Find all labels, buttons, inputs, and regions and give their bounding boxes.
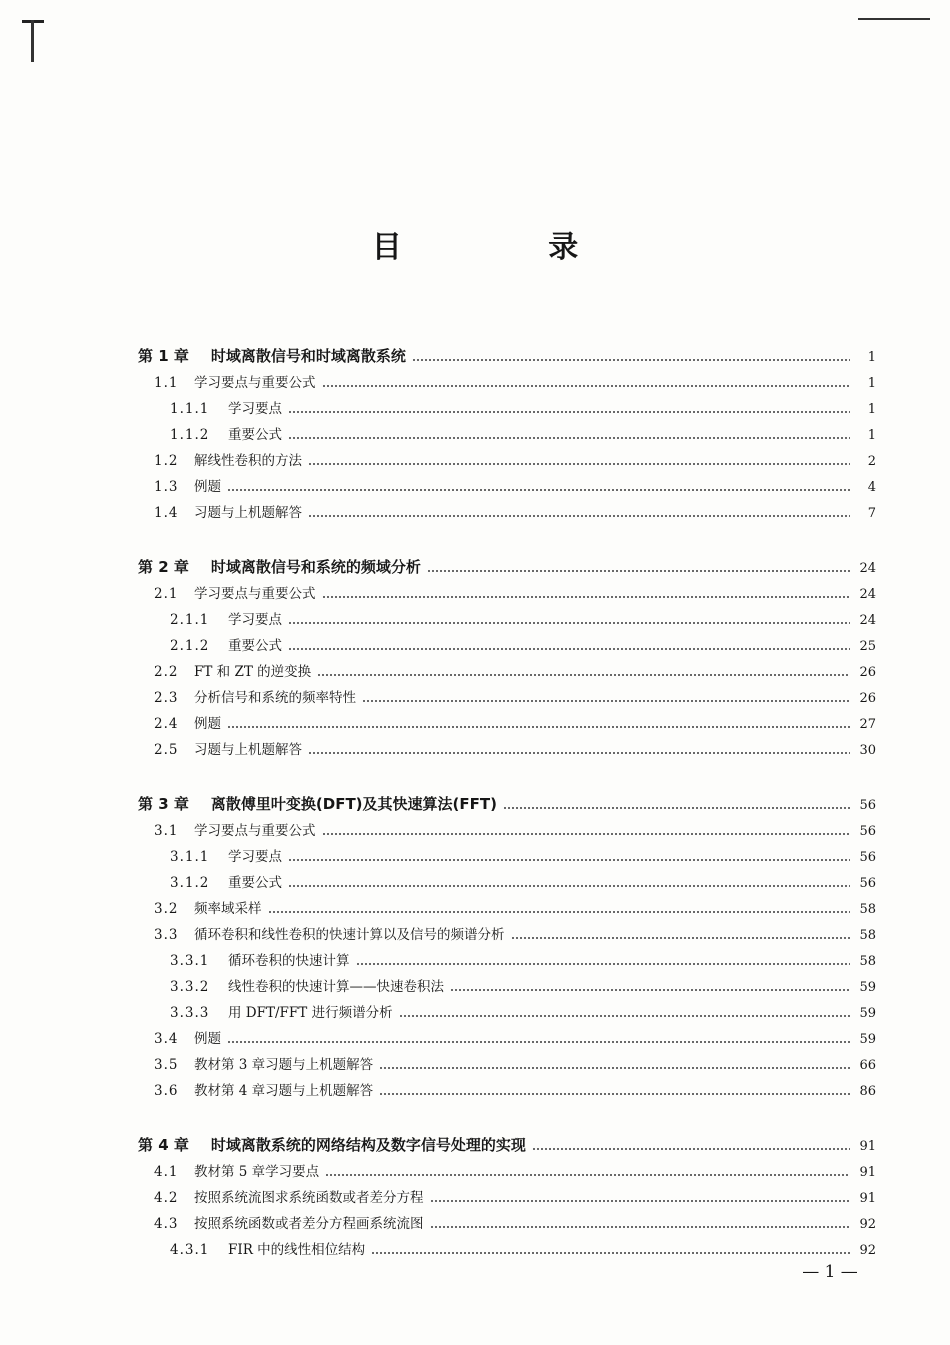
toc-entry-title: 重要公式 xyxy=(228,638,282,654)
toc-entry[interactable] xyxy=(138,448,876,474)
dot-leader xyxy=(371,1252,850,1254)
toc-entry-number: 3.3.1 xyxy=(170,953,210,969)
toc-entry[interactable] xyxy=(138,844,876,870)
dot-leader xyxy=(450,989,850,991)
toc-entry[interactable] xyxy=(138,818,876,844)
toc-entry-number: 3.2 xyxy=(154,901,179,917)
toc-entry-page: 59 xyxy=(859,980,876,995)
toc-entry[interactable] xyxy=(138,896,876,922)
toc-entry[interactable] xyxy=(138,633,876,659)
dot-leader xyxy=(412,359,850,361)
dot-leader xyxy=(430,1200,851,1202)
dot-leader xyxy=(308,752,850,754)
toc-entry[interactable] xyxy=(138,1185,876,1211)
toc-entry-number: 第 2 章 xyxy=(138,558,189,576)
toc-entry-number: 1.1 xyxy=(154,375,179,391)
toc-entry-page: 56 xyxy=(859,824,876,839)
toc-entry-title: 教材第 3 章习题与上机题解答 xyxy=(194,1057,374,1073)
toc-entry-page: 27 xyxy=(859,717,876,732)
toc-entry-page: 1 xyxy=(867,428,876,443)
toc-entry-title: 教材第 5 章学习要点 xyxy=(194,1164,320,1180)
dot-leader xyxy=(227,1041,850,1043)
dot-leader xyxy=(511,937,851,939)
toc-entry-page: 58 xyxy=(859,928,876,943)
toc-entry[interactable] xyxy=(138,711,876,737)
toc-entry-title: 循环卷积和线性卷积的快速计算以及信号的频谱分析 xyxy=(194,927,505,943)
toc-entry-page: 26 xyxy=(859,691,876,706)
toc-entry-page: 2 xyxy=(867,454,876,469)
toc-entry-title: FT 和 ZT 的逆变换 xyxy=(194,664,312,680)
toc-entry-title: 时域离散信号和时域离散系统 xyxy=(210,347,406,365)
toc-entry-page: 56 xyxy=(859,798,876,813)
toc-entry-title: 重要公式 xyxy=(228,427,282,443)
toc-entry-number: 4.1 xyxy=(154,1164,179,1180)
toc-entry-number: 2.5 xyxy=(154,742,179,758)
toc-chapter-entry[interactable] xyxy=(138,791,876,818)
toc-entry-page: 4 xyxy=(867,480,876,495)
dot-leader xyxy=(308,515,850,517)
toc-entry-page: 56 xyxy=(859,876,876,891)
toc-entry-title: 分析信号和系统的频率特性 xyxy=(194,690,356,706)
dot-leader xyxy=(379,1093,850,1095)
toc-entry-number: 1.1.2 xyxy=(170,427,210,443)
toc-entry-number: 第 1 章 xyxy=(138,347,189,365)
dot-leader xyxy=(399,1015,850,1017)
toc-entry-title: 按照系统函数或者差分方程画系统流图 xyxy=(194,1216,424,1232)
toc-chapter-entry[interactable] xyxy=(138,554,876,581)
toc-entry-number: 3.1 xyxy=(154,823,179,839)
toc-entry-number: 1.2 xyxy=(154,453,179,469)
toc-entry-page: 91 xyxy=(859,1165,876,1180)
toc-entry-title: 习题与上机题解答 xyxy=(194,505,302,521)
toc-entry[interactable] xyxy=(138,474,876,500)
toc-entry-page: 56 xyxy=(859,850,876,865)
toc-entry-title: 学习要点与重要公式 xyxy=(194,375,316,391)
toc-entry-number: 3.3 xyxy=(154,927,179,943)
toc-entry-page: 25 xyxy=(859,639,876,654)
toc-entry-title: 学习要点 xyxy=(228,401,282,417)
dot-leader xyxy=(288,885,850,887)
dot-leader xyxy=(356,963,851,965)
dot-leader xyxy=(288,622,850,624)
toc-entry[interactable] xyxy=(138,581,876,607)
toc-entry[interactable] xyxy=(138,1211,876,1237)
toc-chapter-entry[interactable] xyxy=(138,1132,876,1159)
toc-entry-title: 学习要点与重要公式 xyxy=(194,823,316,839)
toc-entry[interactable] xyxy=(138,974,876,1000)
toc-entry-page: 92 xyxy=(859,1243,876,1258)
toc-entry-title: 时域离散信号和系统的频域分析 xyxy=(210,558,421,576)
toc-entry-title: 离散傅里叶变换(DFT)及其快速算法(FFT) xyxy=(210,795,497,813)
scan-corner-mark xyxy=(22,16,44,62)
toc-entry-page: 24 xyxy=(859,561,876,576)
toc-entry-number: 1.4 xyxy=(154,505,179,521)
dot-leader xyxy=(325,1174,850,1176)
toc-entry-number: 3.6 xyxy=(154,1083,179,1099)
dot-leader xyxy=(308,463,850,465)
toc-entry[interactable] xyxy=(138,737,876,763)
toc-entry-page: 66 xyxy=(859,1058,876,1073)
toc-entry-title: FIR 中的线性相位结构 xyxy=(228,1242,366,1258)
dot-leader xyxy=(268,911,851,913)
toc-entry-page: 58 xyxy=(859,902,876,917)
toc-entry[interactable] xyxy=(138,922,876,948)
toc-entry-number: 3.3.3 xyxy=(170,1005,210,1021)
toc-entry-title: 例题 xyxy=(194,716,221,732)
toc-entry-title: 教材第 4 章习题与上机题解答 xyxy=(194,1083,374,1099)
toc-entry-number: 第 3 章 xyxy=(138,795,189,813)
toc-entry-page: 1 xyxy=(867,350,876,365)
toc-entry-number: 2.1.1 xyxy=(170,612,210,628)
toc-entry[interactable] xyxy=(138,1026,876,1052)
toc-entry-page: 86 xyxy=(859,1084,876,1099)
toc-entry-title: 循环卷积的快速计算 xyxy=(228,953,350,969)
toc-entry-number: 2.2 xyxy=(154,664,179,680)
toc-entry[interactable] xyxy=(138,948,876,974)
toc-entry-page: 91 xyxy=(859,1191,876,1206)
dot-leader xyxy=(288,648,850,650)
toc-entry-page: 1 xyxy=(867,402,876,417)
toc-entry-number: 4.2 xyxy=(154,1190,179,1206)
toc-entry-title: 重要公式 xyxy=(228,875,282,891)
toc-entry-page: 58 xyxy=(859,954,876,969)
toc-entry[interactable] xyxy=(138,1052,876,1078)
toc-entry[interactable] xyxy=(138,870,876,896)
toc-entry-title: 用 DFT/FFT 进行频谱分析 xyxy=(228,1005,393,1021)
page-title: 目 录 xyxy=(371,230,647,265)
toc-entry-number: 第 4 章 xyxy=(138,1136,189,1154)
toc-entry-title: 例题 xyxy=(194,479,221,495)
toc-entry-page: 92 xyxy=(859,1217,876,1232)
toc-entry-page: 59 xyxy=(859,1006,876,1021)
toc-entry-page: 1 xyxy=(867,376,876,391)
toc-entry[interactable] xyxy=(138,1000,876,1026)
dot-leader xyxy=(362,700,850,702)
toc-entry[interactable] xyxy=(138,607,876,633)
dot-leader xyxy=(322,596,851,598)
toc-entry-title: 按照系统流图求系统函数或者差分方程 xyxy=(194,1190,424,1206)
toc-entry-number: 2.1.2 xyxy=(170,638,210,654)
toc-entry-title: 学习要点 xyxy=(228,849,282,865)
toc-entry-page: 24 xyxy=(859,587,876,602)
toc-entry[interactable] xyxy=(138,422,876,448)
toc-entry-number: 1.1.1 xyxy=(170,401,210,417)
dot-leader xyxy=(317,674,850,676)
toc-entry-title: 学习要点与重要公式 xyxy=(194,586,316,602)
toc-entry-number: 4.3.1 xyxy=(170,1242,210,1258)
toc-entry-page: 24 xyxy=(859,613,876,628)
toc-entry-number: 3.1.2 xyxy=(170,875,210,891)
page-number: — 1 — xyxy=(802,1262,858,1282)
toc-entry[interactable] xyxy=(138,1237,876,1263)
dot-leader xyxy=(379,1067,850,1069)
dot-leader xyxy=(427,570,850,572)
toc-entry-title: 频率域采样 xyxy=(194,901,262,917)
scan-edge-mark xyxy=(858,18,930,20)
toc-entry-number: 1.3 xyxy=(154,479,179,495)
toc-entry-title: 时域离散系统的网络结构及数字信号处理的实现 xyxy=(210,1136,526,1154)
dot-leader xyxy=(532,1148,850,1150)
toc-entry-page: 59 xyxy=(859,1032,876,1047)
toc-entry-number: 4.3 xyxy=(154,1216,179,1232)
dot-leader xyxy=(322,833,851,835)
toc-entry-title: 解线性卷积的方法 xyxy=(194,453,302,469)
dot-leader xyxy=(288,859,850,861)
dot-leader xyxy=(288,411,850,413)
toc-entry[interactable] xyxy=(138,396,876,422)
toc-entry[interactable] xyxy=(138,685,876,711)
toc-entry-number: 2.4 xyxy=(154,716,179,732)
toc-entry-page: 7 xyxy=(867,506,876,521)
toc-entry-number: 3.3.2 xyxy=(170,979,210,995)
toc-chapter-entry[interactable] xyxy=(138,343,876,370)
table-of-contents xyxy=(138,343,876,1263)
toc-entry-title: 例题 xyxy=(194,1031,221,1047)
dot-leader xyxy=(288,437,850,439)
toc-entry-number: 2.1 xyxy=(154,586,179,602)
dot-leader xyxy=(227,726,850,728)
toc-entry-number: 3.1.1 xyxy=(170,849,210,865)
toc-entry-number: 3.5 xyxy=(154,1057,179,1073)
toc-entry[interactable] xyxy=(138,1159,876,1185)
toc-entry-page: 91 xyxy=(859,1139,876,1154)
toc-entry-number: 2.3 xyxy=(154,690,179,706)
toc-entry-title: 学习要点 xyxy=(228,612,282,628)
toc-entry-title: 线性卷积的快速计算——快速卷积法 xyxy=(228,979,444,995)
toc-entry-number: 3.4 xyxy=(154,1031,179,1047)
toc-entry-title: 习题与上机题解答 xyxy=(194,742,302,758)
dot-leader xyxy=(503,807,850,809)
dot-leader xyxy=(227,489,850,491)
toc-entry[interactable] xyxy=(138,1078,876,1104)
toc-entry-page: 30 xyxy=(859,743,876,758)
toc-entry[interactable] xyxy=(138,500,876,526)
dot-leader xyxy=(322,385,851,387)
toc-entry[interactable] xyxy=(138,659,876,685)
dot-leader xyxy=(430,1226,851,1228)
toc-entry-page: 26 xyxy=(859,665,876,680)
toc-entry[interactable] xyxy=(138,370,876,396)
